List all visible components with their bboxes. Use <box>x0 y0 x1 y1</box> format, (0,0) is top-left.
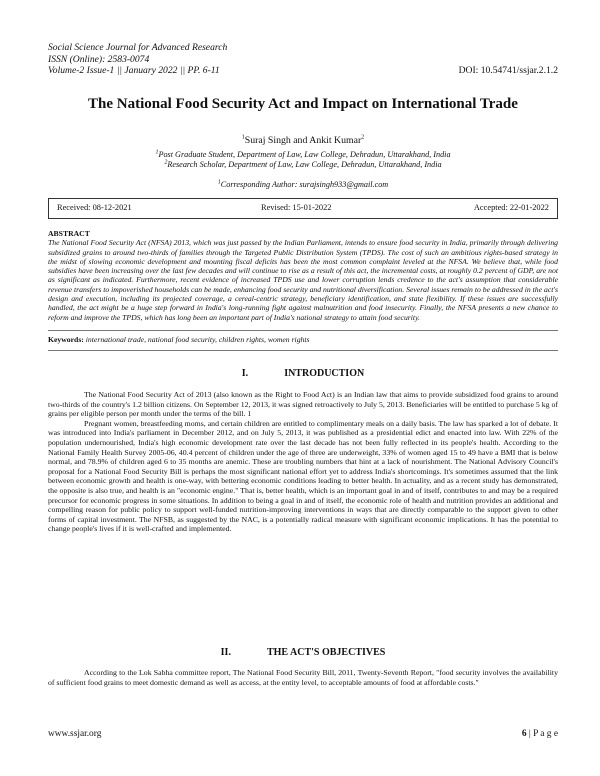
paper-title: The National Food Security Act and Impact on International Trade <box>88 96 518 112</box>
journal-name: Social Science Journal for Advanced Research <box>48 42 228 53</box>
corresponding-author: $^1$Corresponding Author: surajsingh933@gmail.com <box>217 179 389 189</box>
footer-page <box>522 729 558 739</box>
section-body-objectives <box>48 668 558 687</box>
journal-header <box>48 42 558 77</box>
page-label: | P a g e <box>526 729 558 739</box>
received-date: Received: 08-12-2021 <box>57 203 132 212</box>
keywords-label: Keywords: <box>48 335 84 344</box>
paragraph: Pregnant women, breastfeeding moms, and certain children are entitled to complimentary meals on a daily basis. The law has sparked a lot of debate. It was introduced into India's parliament in December 2012, and on July 5, 2013, it was published as a presidential edict and enacted into law. With 22% of the population undernourished, India's high economic development rate over the last decade has not been fully reflected in its people's health. According to the National Family Health Survey 2005-06, 40.4 percent of children under the age of three are underweight, 33% of women aged 15 to 49 have a BMI that is below normal, and 78.9% of children aged 6 to 35 months are anemic. These are troubling numbers that hint at a lack of nourishment. The National Advisory Council's proposal for a National Food Security Bill is perhaps the most significant national effort yet to address India's shortcomings. It's sometimes assumed that the link between economic growth and health is one-way, with bettering economic conditions leading to better health. In actuality, and as a recent study has demonstrated, the opposite is also true, and health is an "economic engine." That is, better health, which is an important goal in and of itself, contributes to and may be a required precursor for economic progress in some situations. In addition to being a goal in and of itself, the economic role of health and nutrition provides an additional and compelling reason for public policy to support well-funded nutrition-improving interventions in ways that are directly comparable to the support given to other forms of capital investment. The NFSB, as suggested by the NAC, is a potentially radical measure with significant economic implications. It has the potential to change people's lives if it is well-crafted and implemented. <box>48 418 558 534</box>
affiliation-2: $^2$Research Scholar, Department of Law, Law College, Dehradun, Uttarakhand, India <box>164 159 442 169</box>
author-sup-2: 2 <box>361 134 365 141</box>
divider-top <box>48 330 558 331</box>
divider-bottom <box>48 350 558 351</box>
section-heading-introduction <box>48 368 558 379</box>
section-body-introduction <box>48 390 558 534</box>
abstract-heading: ABSTRACT <box>48 229 90 238</box>
dates-box <box>48 198 558 219</box>
page-number: 6 <box>521 729 527 739</box>
journal-doi: DOI: 10.54741/ssjar.2.1.2 <box>458 65 558 77</box>
paragraph: According to the Lok Sabha committee report, The National Food Security Bill, 2011, Twenty-Seventh Report, "food security involves the availability of sufficient food grains to meet domestic demand as well as access, at the entity level, to acceptable amounts of food at affordable costs." <box>48 668 558 687</box>
footer-website: www.ssjar.org <box>48 729 102 739</box>
accepted-date: Accepted: 22-01-2022 <box>473 203 549 212</box>
affiliation-1: $^1$Post Graduate Student, Department of Law, Law College, Dehradun, Uttarakhand, India <box>155 149 451 159</box>
keywords <box>48 335 558 344</box>
section-heading-objectives <box>48 647 558 658</box>
abstract-text: The National Food Security Act (NFSA) 2013, which was just passed by the Indian Parliament, intends to ensure food security in India, primarily through delivering subsidized grains to around two-thirds of families through the Targeted Public Distribution System (TPDS). The cost of such an ambitious rights-based strategy in the midst of slowing economic development and mounting fiscal deficits has been the most common complaint leveled at the NFSA. We believe that, while food subsidies have been increasing over the last few decades and will continue to rise as a result of this act, the incremental costs, at roughly 0.2 percent of GDP, are not as significant as indicated. Furthermore, recent evidence of increased TPDS use and lower corruption lends credence to the act's assumption that considerable revenue transfers to impoverished households can be made, enhancing food security and nutritional diversification. Several issues remain to be addressed in the act's design and execution, including its projected coverage, a cereal-centric strategy, beneficiary identification, and state flexibility. If these issues are successfully handled, the act might be a huge step forward in India's long-running fight against malnutrition and food insecurity. Finally, the NFSA presents a new chance to reform and improve the TPDS, which has long been an important part of India's national strategy to attain food security. <box>48 238 558 322</box>
revised-date: Revised: 15-01-2022 <box>261 203 332 212</box>
journal-volume-issue: Volume-2 Issue-1 || January 2022 || PP. 6-11 <box>48 65 220 77</box>
author-sup-1: 1 <box>241 134 245 141</box>
affiliations <box>48 150 558 170</box>
section-title: THE ACT'S OBJECTIVES <box>266 647 386 658</box>
paragraph: The National Food Security Act of 2013 (also known as the Right to Food Act) is an Indian law that aims to provide subsidized food grains to around two-thirds of the country's 1.2 billion citizens. On September 12, 2013, it was signed retroactively to July 5, 2013. Beneficiaries will be entitled to purchase 5 kg of grains per eligible person per month under the terms of the bill. 1 <box>48 390 558 419</box>
section-number: II. <box>220 647 231 658</box>
section-title: INTRODUCTION <box>284 368 365 379</box>
author-names: Suraj Singh and Ankit Kumar <box>244 135 362 146</box>
paper-authors <box>48 135 558 146</box>
section-number: I. <box>241 368 249 379</box>
abstract <box>48 229 558 322</box>
page-footer <box>48 729 558 739</box>
journal-issn: ISSN (Online): 2583-0074 <box>48 53 150 65</box>
keywords-text: international trade, national food security, children rights, women rights <box>85 335 310 344</box>
